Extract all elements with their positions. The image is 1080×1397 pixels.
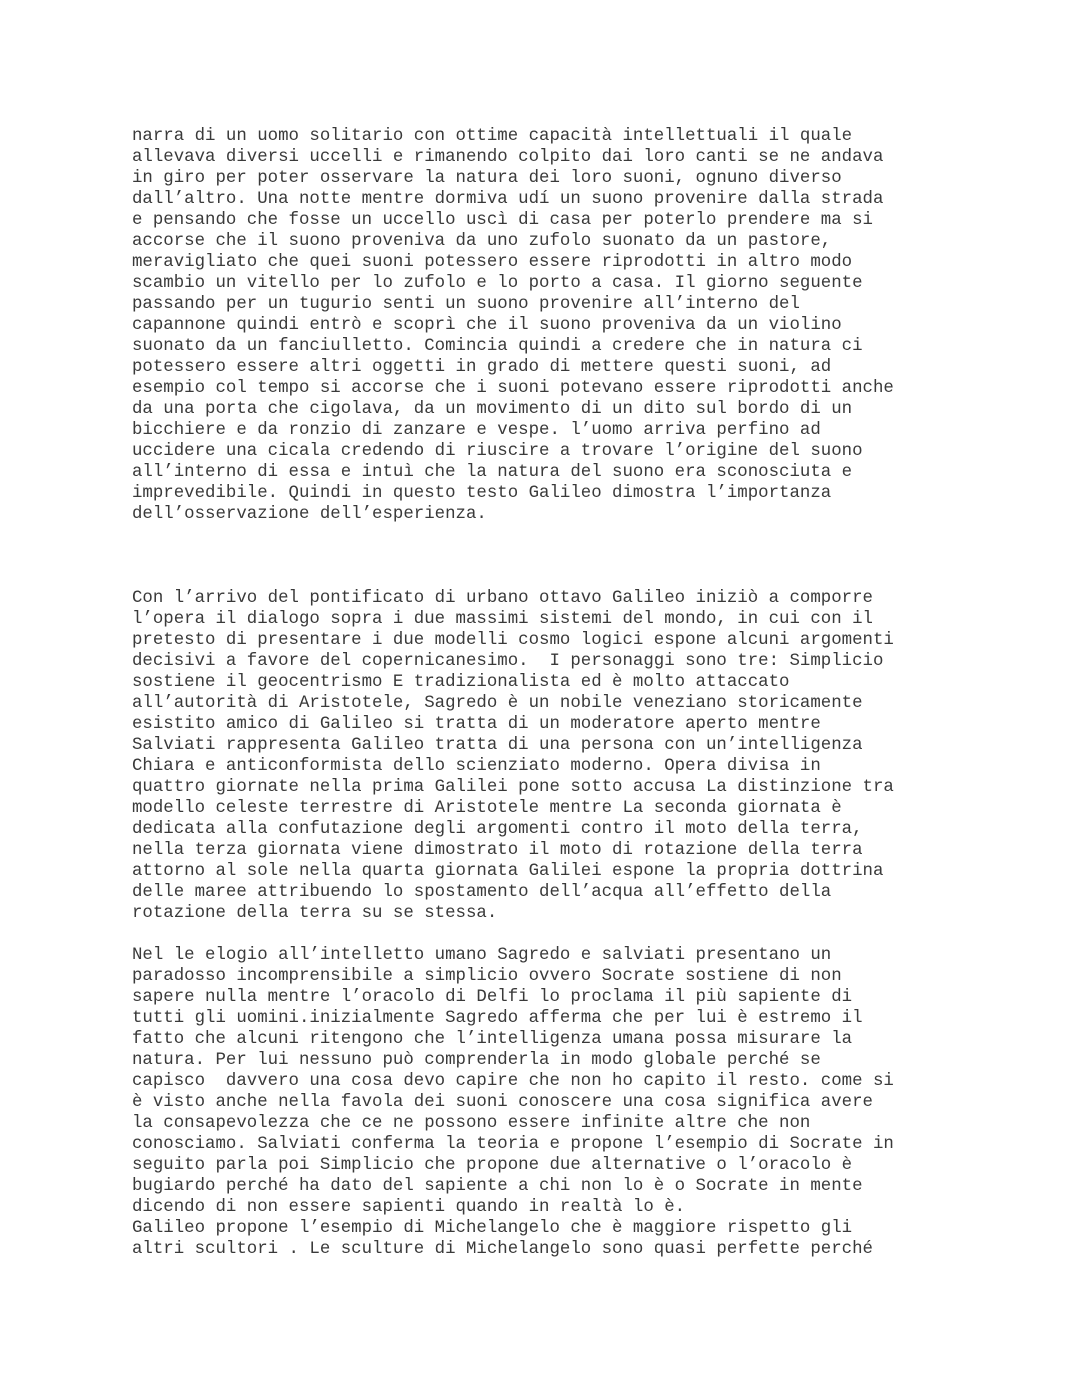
- paragraph-dialogue-two-systems: Con l’arrivo del pontificato di urbano ottavo Galileo iniziò a comporre l’opera il dialogo sopra i due massimi sistemi del mondo, in cui con il pretesto di presentare i due modelli cosmo logici espone alcuni argomenti decisivi a favore del copernicanesimo. I personaggi sono tre: Simplicio sostiene il geocentrismo E tradizionalista ed è molto attaccato all’autorità di Aristotele, Sagredo è un nobile veneziano storicamente esistito amico di Galileo si tratta di un moderatore aperto mentre Salviati rappresenta Galileo tratta di una persona con un’intelligenza Chiara e anticonformista dello scienziato moderno. Opera divisa in quattro giornate nella prima Galilei pone sotto accusa La distinzione tra modello celeste terrestre di Aristotele mentre La seconda giornata è dedicata alla confutazione degli argomenti contro il moto della terra, nella terza giornata viene dimostrato il moto di rotazione della terra attorno al sole nella quarta giornata Galilei espone la propria dottrina delle maree attribuendo lo spostamento dell’acqua all’effetto della rotazione della terra su se stessa.: [132, 589, 894, 923]
- paragraph-praise-human-intellect: Nel le elogio all’intelletto umano Sagredo e salviati presentano un paradosso incomprensibile a simplicio ovvero Socrate sostiene di non sapere nulla mentre l’oracolo di Delfi lo proclama il più sapiente di tutti gli uomini.inizialmente Sagredo afferma che per lui è estremo il fatto che alcuni ritengono che l’intelligenza umana possa misurare la natura. Per lui nessuno può comprenderla in modo globale perché se capisco davvero una cosa devo capire che non ho capito il resto. come si è visto anche nella favola dei suoni conoscere una cosa significa avere la consapevolezza che ce ne possono essere infinite altre che non conosciamo. Salviati conferma la teoria e propone l’esempio di Socrate in seguito parla poi Simplicio che propone due alternative o l’oracolo è bugiardo perché ha dato del sapiente a chi non lo è o Socrate in mente dicendo di non essere sapienti quando in realtà lo è. Galileo propone l’esempio di Michelangelo che è maggiore rispetto gli altri scultori . Le sculture di Michelangelo sono quasi perfette perché: [132, 946, 894, 1259]
- paragraph-bird-sounds-fable: narra di un uomo solitario con ottime capacità intellettuali il quale allevava diversi uccelli e rimanendo colpito dai loro canti se ne andava in giro per poter osservare la natura dei loro suoni, ognuno diverso dall’altro. Una notte mentre dormiva udí un suono provenire dalla strada e pensando che fosse un uccello uscì di casa per poterlo prendere ma si accorse che il suono proveniva da uno zufolo suonato da un pastore, meravigliato che quei suoni potessero essere riprodotti in altro modo scambio un vitello per lo zufolo e lo porto a casa. Il giorno seguente passando per un tugurio senti un suono provenire all’interno del capannone quindi entrò e scoprì che il suono proveniva da un violino suonato da un fanciulletto. Comincia quindi a credere che in natura ci potessero essere altri oggetti in grado di mettere questi suoni, ad esempio col tempo si accorse che i suoni potevano essere riprodotti anche da una porta che cigolava, da un movimento di un dito sul bordo di un bicchiere e da ronzio di zanzare e vespe. l’uomo arriva perfino ad uccidere una cicala credendo di riuscire a trovare l’origine del suono all’interno di essa e intuì che la natura del suono era sconosciuta e imprevedibile. Quindi in questo testo Galileo dimostra l’importanza dell’osservazione dell’esperienza.: [132, 127, 894, 524]
